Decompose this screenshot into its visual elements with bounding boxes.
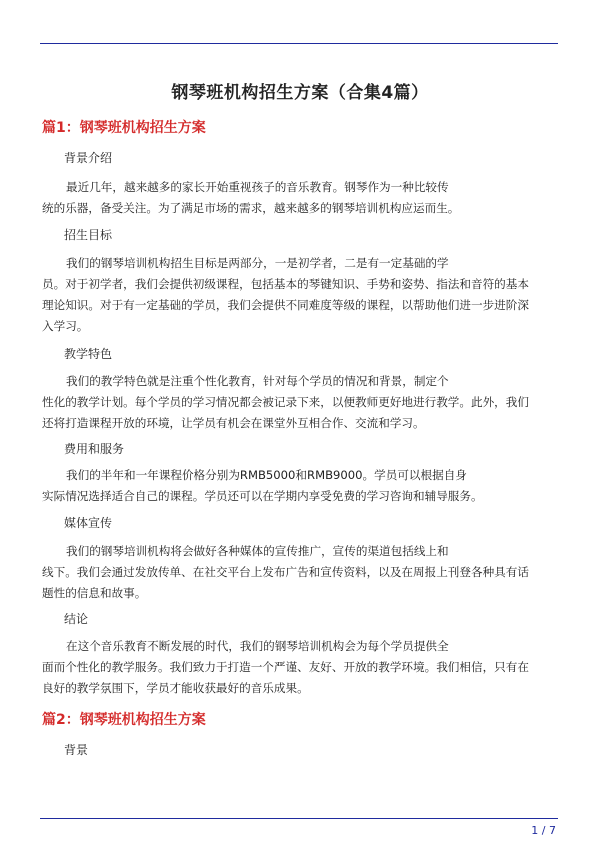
background-subtitle: 背景介绍: [64, 151, 113, 165]
document-title: 钢琴班机构招生方案（合集4篇）: [171, 83, 429, 103]
paragraph-line: 面而个性化的教学服务。我们致力于打造一个严谨、友好、开放的教学环境。我们相信，只有在: [42, 660, 529, 674]
goal-subtitle: 招生目标: [64, 228, 113, 242]
section-2-heading: 篇2：钢琴班机构招生方案: [42, 712, 206, 728]
paragraph-line: 实际情况选择适合自己的课程。学员还可以在学期内享受免费的学习咨询和辅导服务。: [42, 489, 483, 503]
media-paragraph: [42, 541, 558, 604]
header-rule: [40, 43, 558, 44]
feature-paragraph: [42, 371, 558, 434]
paragraph-line: 题性的信息和故事。: [42, 586, 147, 600]
paragraph-line: 理论知识。对于有一定基础的学员，我们会提供不同难度等级的课程，以帮助他们进一步进阶深: [42, 298, 529, 312]
paragraph-line: 我们的钢琴培训机构将会做好各种媒体的宣传推广，宣传的渠道包括线上和: [66, 544, 449, 558]
media-subtitle: 媒体宣传: [64, 516, 113, 530]
paragraph-line: 入学习。: [42, 319, 89, 333]
paragraph-line: 我们的教学特色就是注重个性化教育，针对每个学员的情况和背景，制定个: [66, 374, 449, 388]
feature-subtitle: 教学特色: [64, 347, 113, 361]
paragraph-line: 在这个音乐教育不断发展的时代，我们的钢琴培训机构会为每个学员提供全: [66, 639, 449, 653]
conclusion-paragraph: [42, 636, 558, 699]
paragraph-line: 最近几年，越来越多的家长开始重视孩子的音乐教育。钢琴作为一种比较传: [66, 180, 449, 194]
conclusion-subtitle: 结论: [64, 612, 89, 626]
page-number: 1 / 7: [531, 824, 556, 837]
paragraph-line: 员。对于初学者，我们会提供初级课程，包括基本的琴键知识、手势和姿势、指法和音符的基本: [42, 277, 529, 291]
section-1-heading: 篇1：钢琴班机构招生方案: [42, 120, 206, 136]
goal-paragraph: [42, 253, 558, 337]
paragraph-line: 良好的教学氛围下，学员才能收获最好的音乐成果。: [42, 681, 309, 695]
paragraph-line: 我们的半年和一年课程价格分别为RMB5000和RMB9000。学员可以根据自身: [66, 468, 467, 482]
fee-paragraph: [42, 465, 558, 507]
paragraph-line: 统的乐器，备受关注。为了满足市场的需求，越来越多的钢琴培训机构应运而生。: [42, 201, 460, 215]
footer-rule: [40, 818, 558, 819]
paragraph-line: 性化的教学计划。每个学员的学习情况都会被记录下来，以便教师更好地进行教学。此外，我们: [42, 395, 529, 409]
paragraph-line: 我们的钢琴培训机构招生目标是两部分，一是初学者，二是有一定基础的学: [66, 256, 449, 270]
paragraph-line: 线下。我们会通过发放传单、在社交平台上发布广告和宣传资料，以及在周报上刊登各种具有话: [42, 565, 529, 579]
paragraph-line: 还将打造课程开放的环境，让学员有机会在课堂外互相合作、交流和学习。: [42, 416, 425, 430]
background-paragraph: [42, 177, 558, 219]
section-2-background-subtitle: 背景: [64, 743, 89, 757]
fee-subtitle: 费用和服务: [64, 442, 125, 456]
